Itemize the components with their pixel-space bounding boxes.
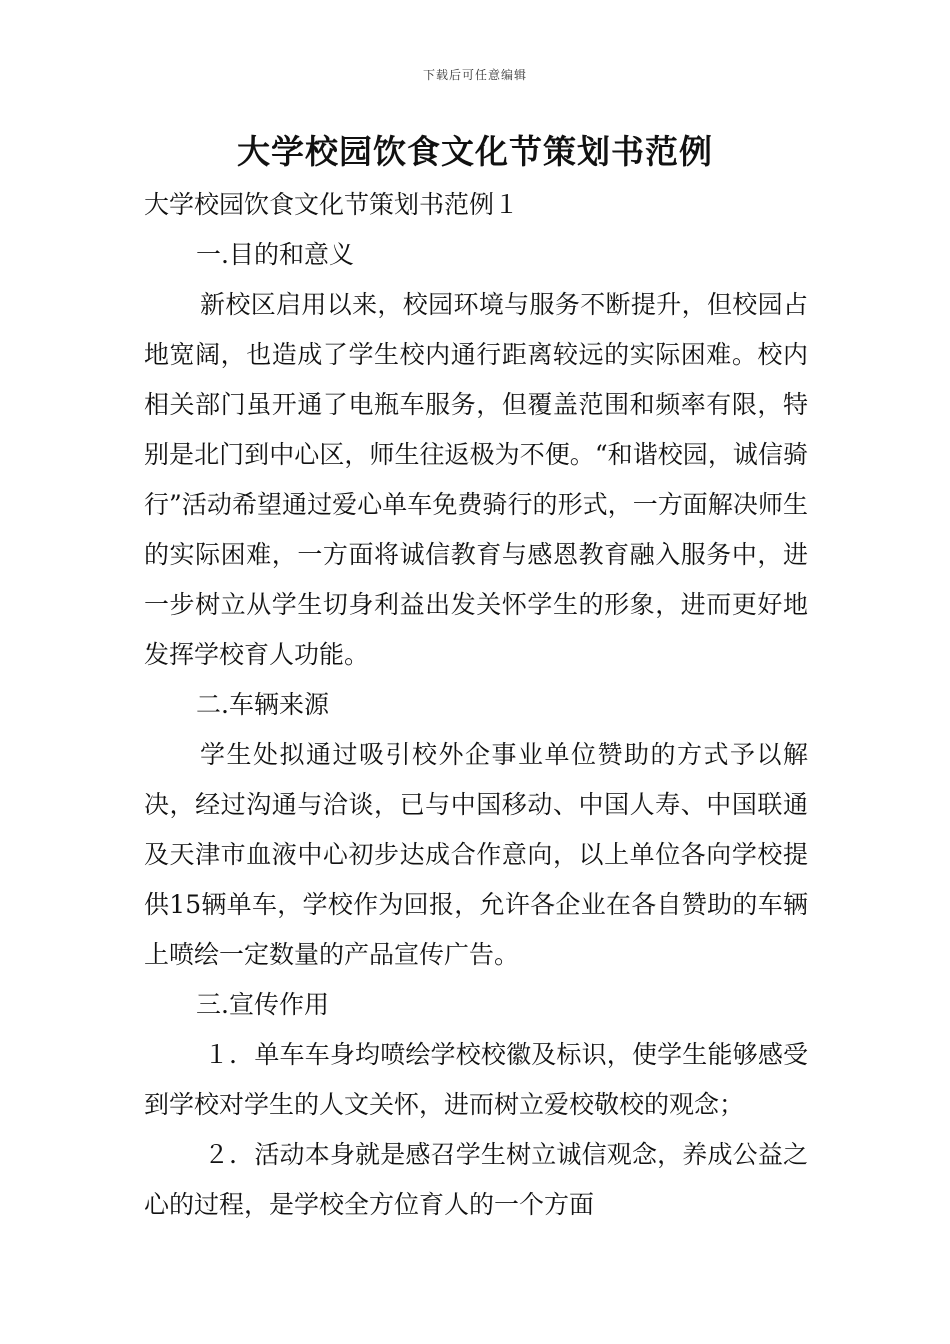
list-item: １．单车车身均喷绘学校校徽及标识，使学生能够感受到学校对学生的人文关怀，进而树立爱校敬校的观念； bbox=[144, 1040, 808, 1119]
list-item: ２．活动本身就是感召学生树立诚信观念，养成公益之心的过程，是学校全方位育人的一个方面 bbox=[144, 1140, 808, 1219]
document-subtitle: 大学校园饮食文化节策划书范例１ bbox=[144, 190, 520, 219]
section-heading: 二.车辆来源 bbox=[196, 690, 329, 719]
section-heading: 三.宣传作用 bbox=[196, 990, 329, 1019]
header-note: 下载后可任意编辑 bbox=[422, 68, 527, 82]
document-title: 大学校园饮食文化节策划书范例 bbox=[237, 132, 713, 171]
section-paragraph: 学生处拟通过吸引校外企事业单位赞助的方式予以解决，经过沟通与洽谈，已与中国移动、中国人寿、中国联通及天津市血液中心初步达成合作意向，以上单位各向学校提供15辆单车，学校作为回报，允许各企业在各自赞助的车辆上喷绘一定数量的产品宣传广告。 bbox=[144, 740, 808, 969]
document-body bbox=[144, 180, 808, 1230]
section-heading: 一.目的和意义 bbox=[196, 240, 354, 269]
section-paragraph: 新校区启用以来，校园环境与服务不断提升，但校园占地宽阔，也造成了学生校内通行距离较远的实际困难。校内相关部门虽开通了电瓶车服务，但覆盖范围和频率有限，特别是北门到中心区，师生往返极为不便。“和谐校园，诚信骑行”活动希望通过爱心单车免费骑行的形式，一方面解决师生的实际困难，一方面将诚信教育与感恩教育融入服务中，进一步树立从学生切身利益出发关怀学生的形象，进而更好地发挥学校育人功能。 bbox=[144, 290, 808, 669]
